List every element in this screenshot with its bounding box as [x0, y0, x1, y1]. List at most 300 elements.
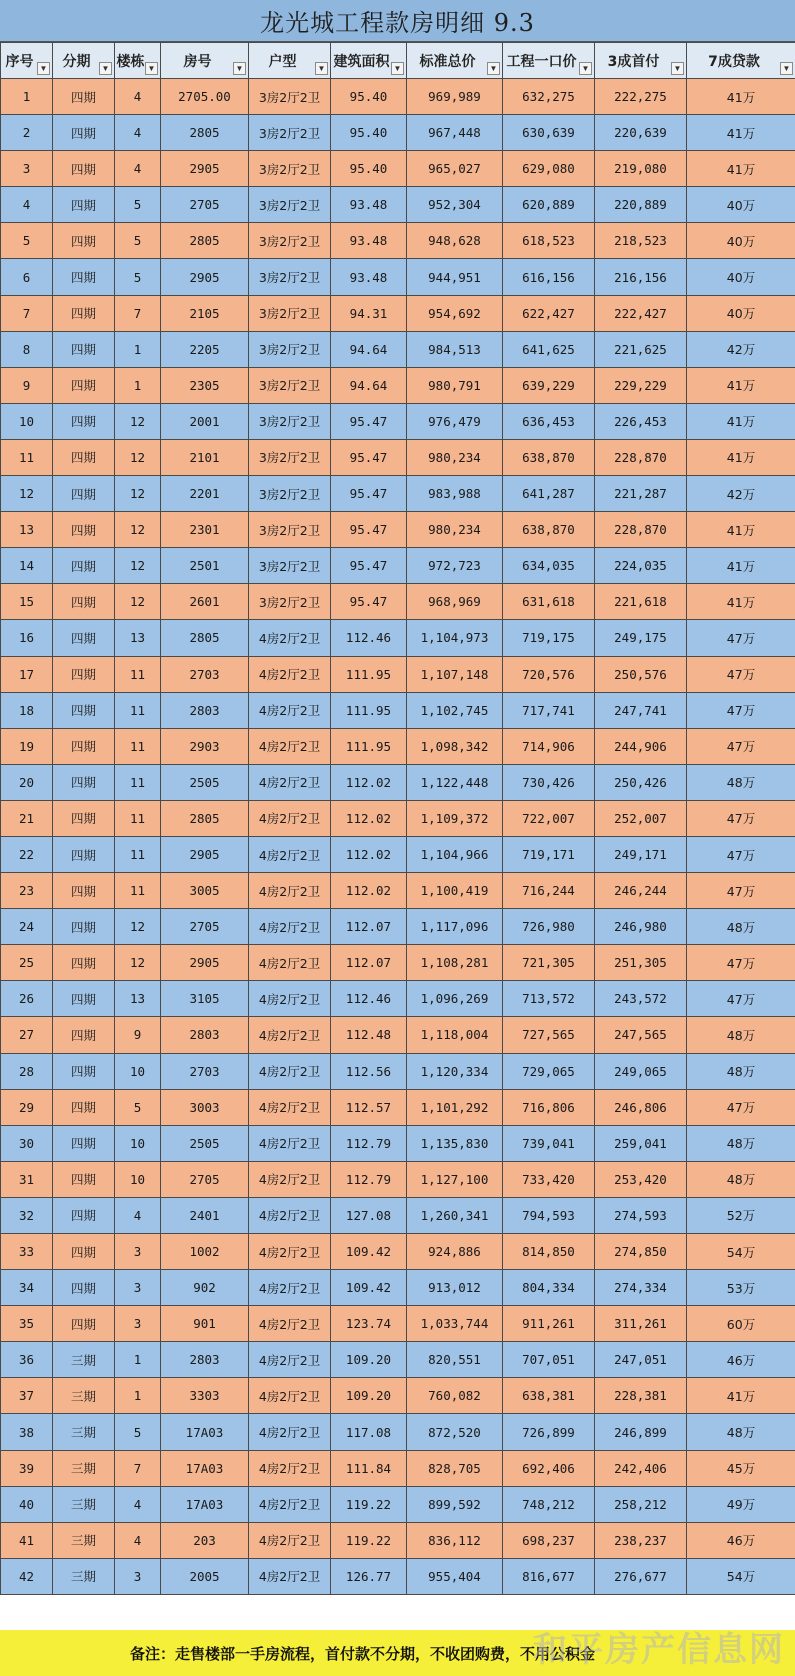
- cell-loan[interactable]: 47万: [687, 945, 795, 981]
- cell-project-price[interactable]: 716,244: [503, 873, 595, 909]
- cell-phase[interactable]: 四期: [53, 1125, 115, 1161]
- cell-area[interactable]: 95.47: [331, 512, 407, 548]
- cell-project-price[interactable]: 707,051: [503, 1342, 595, 1378]
- cell-room[interactable]: 2803: [161, 692, 249, 728]
- cell-project-price[interactable]: 632,275: [503, 79, 595, 115]
- cell-project-price[interactable]: 814,850: [503, 1234, 595, 1270]
- cell-down-payment[interactable]: 228,870: [595, 439, 687, 475]
- cell-loan[interactable]: 41万: [687, 367, 795, 403]
- cell-down-payment[interactable]: 242,406: [595, 1450, 687, 1486]
- cell-down-payment[interactable]: 251,305: [595, 945, 687, 981]
- cell-project-price[interactable]: 620,889: [503, 187, 595, 223]
- cell-room[interactable]: 3003: [161, 1089, 249, 1125]
- cell-phase[interactable]: 三期: [53, 1414, 115, 1450]
- cell-loan[interactable]: 47万: [687, 800, 795, 836]
- cell-phase[interactable]: 四期: [53, 1161, 115, 1197]
- cell-room[interactable]: 3303: [161, 1378, 249, 1414]
- cell-down-payment[interactable]: 244,906: [595, 728, 687, 764]
- cell-area[interactable]: 93.48: [331, 187, 407, 223]
- filter-dropdown-icon[interactable]: ▼: [145, 62, 158, 75]
- cell-building[interactable]: 4: [115, 1197, 161, 1233]
- cell-area[interactable]: 112.79: [331, 1161, 407, 1197]
- cell-room[interactable]: 2005: [161, 1558, 249, 1594]
- cell-layout[interactable]: 3房2厅2卫: [249, 476, 331, 512]
- cell-std-price[interactable]: 1,120,334: [407, 1053, 503, 1089]
- cell-down-payment[interactable]: 259,041: [595, 1125, 687, 1161]
- cell-building[interactable]: 3: [115, 1234, 161, 1270]
- cell-layout[interactable]: 4房2厅2卫: [249, 1197, 331, 1233]
- cell-project-price[interactable]: 636,453: [503, 403, 595, 439]
- cell-room[interactable]: 2305: [161, 367, 249, 403]
- cell-loan[interactable]: 47万: [687, 728, 795, 764]
- cell-down-payment[interactable]: 247,565: [595, 1017, 687, 1053]
- cell-phase[interactable]: 四期: [53, 945, 115, 981]
- cell-layout[interactable]: 3房2厅2卫: [249, 295, 331, 331]
- cell-layout[interactable]: 3房2厅2卫: [249, 187, 331, 223]
- cell-std-price[interactable]: 899,592: [407, 1486, 503, 1522]
- cell-room[interactable]: 17A03: [161, 1450, 249, 1486]
- cell-phase[interactable]: 四期: [53, 1089, 115, 1125]
- cell-room[interactable]: 2803: [161, 1342, 249, 1378]
- cell-room[interactable]: 17A03: [161, 1414, 249, 1450]
- cell-down-payment[interactable]: 218,523: [595, 223, 687, 259]
- cell-area[interactable]: 95.47: [331, 439, 407, 475]
- cell-building[interactable]: 3: [115, 1270, 161, 1306]
- cell-room[interactable]: 2805: [161, 223, 249, 259]
- cell-area[interactable]: 111.95: [331, 656, 407, 692]
- cell-loan[interactable]: 41万: [687, 548, 795, 584]
- cell-phase[interactable]: 四期: [53, 764, 115, 800]
- cell-phase[interactable]: 四期: [53, 548, 115, 584]
- cell-down-payment[interactable]: 216,156: [595, 259, 687, 295]
- cell-loan[interactable]: 41万: [687, 439, 795, 475]
- cell-project-price[interactable]: 804,334: [503, 1270, 595, 1306]
- cell-seq[interactable]: 39: [1, 1450, 53, 1486]
- cell-phase[interactable]: 四期: [53, 981, 115, 1017]
- cell-loan[interactable]: 40万: [687, 259, 795, 295]
- cell-down-payment[interactable]: 247,741: [595, 692, 687, 728]
- cell-down-payment[interactable]: 220,889: [595, 187, 687, 223]
- cell-seq[interactable]: 19: [1, 728, 53, 764]
- cell-layout[interactable]: 4房2厅2卫: [249, 1053, 331, 1089]
- cell-project-price[interactable]: 722,007: [503, 800, 595, 836]
- cell-building[interactable]: 4: [115, 1486, 161, 1522]
- cell-loan[interactable]: 47万: [687, 656, 795, 692]
- cell-std-price[interactable]: 1,135,830: [407, 1125, 503, 1161]
- cell-std-price[interactable]: 1,107,148: [407, 656, 503, 692]
- cell-building[interactable]: 12: [115, 945, 161, 981]
- cell-room[interactable]: 901: [161, 1306, 249, 1342]
- cell-layout[interactable]: 4房2厅2卫: [249, 1306, 331, 1342]
- cell-layout[interactable]: 4房2厅2卫: [249, 945, 331, 981]
- cell-building[interactable]: 5: [115, 259, 161, 295]
- cell-area[interactable]: 112.48: [331, 1017, 407, 1053]
- cell-down-payment[interactable]: 219,080: [595, 151, 687, 187]
- cell-area[interactable]: 94.64: [331, 367, 407, 403]
- cell-room[interactable]: 2905: [161, 259, 249, 295]
- cell-phase[interactable]: 四期: [53, 584, 115, 620]
- cell-layout[interactable]: 3房2厅2卫: [249, 151, 331, 187]
- cell-phase[interactable]: 三期: [53, 1450, 115, 1486]
- cell-project-price[interactable]: 698,237: [503, 1522, 595, 1558]
- cell-seq[interactable]: 2: [1, 115, 53, 151]
- cell-std-price[interactable]: 1,102,745: [407, 692, 503, 728]
- cell-std-price[interactable]: 1,118,004: [407, 1017, 503, 1053]
- cell-area[interactable]: 123.74: [331, 1306, 407, 1342]
- cell-std-price[interactable]: 980,791: [407, 367, 503, 403]
- cell-loan[interactable]: 41万: [687, 151, 795, 187]
- cell-std-price[interactable]: 1,108,281: [407, 945, 503, 981]
- cell-room[interactable]: 2903: [161, 728, 249, 764]
- cell-down-payment[interactable]: 249,175: [595, 620, 687, 656]
- cell-std-price[interactable]: 984,513: [407, 331, 503, 367]
- cell-std-price[interactable]: 980,234: [407, 512, 503, 548]
- cell-project-price[interactable]: 630,639: [503, 115, 595, 151]
- cell-project-price[interactable]: 739,041: [503, 1125, 595, 1161]
- cell-building[interactable]: 1: [115, 1342, 161, 1378]
- cell-std-price[interactable]: 1,096,269: [407, 981, 503, 1017]
- cell-area[interactable]: 111.95: [331, 728, 407, 764]
- cell-seq[interactable]: 3: [1, 151, 53, 187]
- cell-down-payment[interactable]: 220,639: [595, 115, 687, 151]
- cell-layout[interactable]: 4房2厅2卫: [249, 1089, 331, 1125]
- cell-layout[interactable]: 4房2厅2卫: [249, 1161, 331, 1197]
- cell-area[interactable]: 127.08: [331, 1197, 407, 1233]
- cell-project-price[interactable]: 634,035: [503, 548, 595, 584]
- cell-phase[interactable]: 四期: [53, 1017, 115, 1053]
- cell-std-price[interactable]: 1,260,341: [407, 1197, 503, 1233]
- cell-down-payment[interactable]: 311,261: [595, 1306, 687, 1342]
- cell-project-price[interactable]: 641,287: [503, 476, 595, 512]
- cell-loan[interactable]: 47万: [687, 873, 795, 909]
- cell-layout[interactable]: 3房2厅2卫: [249, 403, 331, 439]
- cell-area[interactable]: 109.20: [331, 1378, 407, 1414]
- cell-down-payment[interactable]: 222,275: [595, 79, 687, 115]
- cell-phase[interactable]: 四期: [53, 1306, 115, 1342]
- cell-area[interactable]: 126.77: [331, 1558, 407, 1594]
- cell-room[interactable]: 2905: [161, 151, 249, 187]
- cell-seq[interactable]: 13: [1, 512, 53, 548]
- cell-building[interactable]: 3: [115, 1558, 161, 1594]
- cell-project-price[interactable]: 692,406: [503, 1450, 595, 1486]
- cell-std-price[interactable]: 983,988: [407, 476, 503, 512]
- cell-building[interactable]: 11: [115, 800, 161, 836]
- filter-dropdown-icon[interactable]: ▼: [671, 62, 684, 75]
- cell-layout[interactable]: 4房2厅2卫: [249, 656, 331, 692]
- cell-seq[interactable]: 1: [1, 79, 53, 115]
- cell-down-payment[interactable]: 249,171: [595, 836, 687, 872]
- cell-building[interactable]: 10: [115, 1053, 161, 1089]
- cell-loan[interactable]: 41万: [687, 512, 795, 548]
- cell-phase[interactable]: 四期: [53, 79, 115, 115]
- cell-std-price[interactable]: 820,551: [407, 1342, 503, 1378]
- cell-building[interactable]: 12: [115, 548, 161, 584]
- cell-project-price[interactable]: 639,229: [503, 367, 595, 403]
- cell-room[interactable]: 902: [161, 1270, 249, 1306]
- cell-room[interactable]: 3005: [161, 873, 249, 909]
- cell-seq[interactable]: 29: [1, 1089, 53, 1125]
- cell-phase[interactable]: 四期: [53, 187, 115, 223]
- cell-area[interactable]: 95.47: [331, 403, 407, 439]
- cell-area[interactable]: 93.48: [331, 259, 407, 295]
- cell-room[interactable]: 1002: [161, 1234, 249, 1270]
- cell-building[interactable]: 12: [115, 439, 161, 475]
- cell-phase[interactable]: 四期: [53, 873, 115, 909]
- cell-building[interactable]: 3: [115, 1306, 161, 1342]
- cell-area[interactable]: 95.40: [331, 151, 407, 187]
- cell-loan[interactable]: 40万: [687, 187, 795, 223]
- cell-seq[interactable]: 18: [1, 692, 53, 728]
- cell-down-payment[interactable]: 246,899: [595, 1414, 687, 1450]
- cell-room[interactable]: 2905: [161, 836, 249, 872]
- cell-std-price[interactable]: 828,705: [407, 1450, 503, 1486]
- cell-layout[interactable]: 4房2厅2卫: [249, 1414, 331, 1450]
- cell-area[interactable]: 112.02: [331, 764, 407, 800]
- cell-project-price[interactable]: 733,420: [503, 1161, 595, 1197]
- cell-building[interactable]: 11: [115, 656, 161, 692]
- cell-room[interactable]: 2401: [161, 1197, 249, 1233]
- cell-phase[interactable]: 四期: [53, 909, 115, 945]
- cell-loan[interactable]: 47万: [687, 981, 795, 1017]
- cell-layout[interactable]: 4房2厅2卫: [249, 873, 331, 909]
- cell-loan[interactable]: 41万: [687, 1378, 795, 1414]
- cell-layout[interactable]: 4房2厅2卫: [249, 836, 331, 872]
- cell-area[interactable]: 112.07: [331, 909, 407, 945]
- cell-area[interactable]: 95.47: [331, 584, 407, 620]
- cell-room[interactable]: 2505: [161, 1125, 249, 1161]
- cell-down-payment[interactable]: 228,381: [595, 1378, 687, 1414]
- cell-area[interactable]: 111.84: [331, 1450, 407, 1486]
- cell-loan[interactable]: 41万: [687, 115, 795, 151]
- cell-std-price[interactable]: 836,112: [407, 1522, 503, 1558]
- cell-area[interactable]: 95.40: [331, 115, 407, 151]
- cell-building[interactable]: 12: [115, 909, 161, 945]
- cell-seq[interactable]: 9: [1, 367, 53, 403]
- cell-loan[interactable]: 48万: [687, 764, 795, 800]
- cell-building[interactable]: 4: [115, 151, 161, 187]
- cell-down-payment[interactable]: 221,618: [595, 584, 687, 620]
- cell-loan[interactable]: 52万: [687, 1197, 795, 1233]
- cell-std-price[interactable]: 952,304: [407, 187, 503, 223]
- filter-dropdown-icon[interactable]: ▼: [579, 62, 592, 75]
- cell-seq[interactable]: 30: [1, 1125, 53, 1161]
- cell-area[interactable]: 112.02: [331, 873, 407, 909]
- cell-project-price[interactable]: 726,980: [503, 909, 595, 945]
- cell-down-payment[interactable]: 246,806: [595, 1089, 687, 1125]
- cell-area[interactable]: 95.40: [331, 79, 407, 115]
- cell-layout[interactable]: 3房2厅2卫: [249, 115, 331, 151]
- cell-down-payment[interactable]: 222,427: [595, 295, 687, 331]
- cell-std-price[interactable]: 1,033,744: [407, 1306, 503, 1342]
- cell-project-price[interactable]: 721,305: [503, 945, 595, 981]
- cell-layout[interactable]: 4房2厅2卫: [249, 1017, 331, 1053]
- cell-area[interactable]: 93.48: [331, 223, 407, 259]
- cell-phase[interactable]: 四期: [53, 403, 115, 439]
- cell-building[interactable]: 12: [115, 512, 161, 548]
- cell-area[interactable]: 94.64: [331, 331, 407, 367]
- cell-layout[interactable]: 4房2厅2卫: [249, 909, 331, 945]
- cell-seq[interactable]: 7: [1, 295, 53, 331]
- cell-seq[interactable]: 10: [1, 403, 53, 439]
- cell-project-price[interactable]: 727,565: [503, 1017, 595, 1053]
- cell-building[interactable]: 13: [115, 981, 161, 1017]
- cell-layout[interactable]: 4房2厅2卫: [249, 728, 331, 764]
- cell-phase[interactable]: 三期: [53, 1522, 115, 1558]
- cell-loan[interactable]: 48万: [687, 1017, 795, 1053]
- cell-down-payment[interactable]: 274,334: [595, 1270, 687, 1306]
- cell-room[interactable]: 2301: [161, 512, 249, 548]
- cell-std-price[interactable]: 1,104,973: [407, 620, 503, 656]
- cell-std-price[interactable]: 980,234: [407, 439, 503, 475]
- cell-phase[interactable]: 四期: [53, 836, 115, 872]
- cell-area[interactable]: 112.57: [331, 1089, 407, 1125]
- cell-loan[interactable]: 40万: [687, 295, 795, 331]
- cell-loan[interactable]: 49万: [687, 1486, 795, 1522]
- filter-dropdown-icon[interactable]: ▼: [315, 62, 328, 75]
- cell-down-payment[interactable]: 258,212: [595, 1486, 687, 1522]
- cell-seq[interactable]: 40: [1, 1486, 53, 1522]
- cell-loan[interactable]: 48万: [687, 1161, 795, 1197]
- cell-loan[interactable]: 47万: [687, 1089, 795, 1125]
- cell-phase[interactable]: 四期: [53, 1197, 115, 1233]
- cell-std-price[interactable]: 965,027: [407, 151, 503, 187]
- cell-phase[interactable]: 四期: [53, 728, 115, 764]
- cell-building[interactable]: 12: [115, 584, 161, 620]
- cell-std-price[interactable]: 968,969: [407, 584, 503, 620]
- cell-building[interactable]: 10: [115, 1161, 161, 1197]
- cell-std-price[interactable]: 760,082: [407, 1378, 503, 1414]
- cell-down-payment[interactable]: 249,065: [595, 1053, 687, 1089]
- cell-seq[interactable]: 20: [1, 764, 53, 800]
- cell-layout[interactable]: 4房2厅2卫: [249, 1342, 331, 1378]
- cell-project-price[interactable]: 641,625: [503, 331, 595, 367]
- cell-building[interactable]: 10: [115, 1125, 161, 1161]
- cell-project-price[interactable]: 794,593: [503, 1197, 595, 1233]
- cell-seq[interactable]: 26: [1, 981, 53, 1017]
- cell-area[interactable]: 112.07: [331, 945, 407, 981]
- cell-phase[interactable]: 三期: [53, 1486, 115, 1522]
- filter-dropdown-icon[interactable]: ▼: [487, 62, 500, 75]
- cell-layout[interactable]: 4房2厅2卫: [249, 1234, 331, 1270]
- cell-building[interactable]: 7: [115, 295, 161, 331]
- cell-layout[interactable]: 4房2厅2卫: [249, 764, 331, 800]
- cell-seq[interactable]: 12: [1, 476, 53, 512]
- cell-layout[interactable]: 4房2厅2卫: [249, 1450, 331, 1486]
- cell-building[interactable]: 11: [115, 692, 161, 728]
- cell-seq[interactable]: 25: [1, 945, 53, 981]
- cell-area[interactable]: 95.47: [331, 476, 407, 512]
- cell-down-payment[interactable]: 253,420: [595, 1161, 687, 1197]
- cell-loan[interactable]: 42万: [687, 331, 795, 367]
- cell-layout[interactable]: 3房2厅2卫: [249, 223, 331, 259]
- cell-down-payment[interactable]: 243,572: [595, 981, 687, 1017]
- cell-down-payment[interactable]: 221,625: [595, 331, 687, 367]
- cell-building[interactable]: 12: [115, 403, 161, 439]
- cell-area[interactable]: 111.95: [331, 692, 407, 728]
- cell-down-payment[interactable]: 226,453: [595, 403, 687, 439]
- cell-std-price[interactable]: 1,122,448: [407, 764, 503, 800]
- cell-layout[interactable]: 3房2厅2卫: [249, 512, 331, 548]
- cell-seq[interactable]: 24: [1, 909, 53, 945]
- cell-room[interactable]: 2803: [161, 1017, 249, 1053]
- cell-room[interactable]: 2205: [161, 331, 249, 367]
- cell-seq[interactable]: 28: [1, 1053, 53, 1089]
- cell-phase[interactable]: 四期: [53, 439, 115, 475]
- cell-loan[interactable]: 47万: [687, 692, 795, 728]
- cell-area[interactable]: 94.31: [331, 295, 407, 331]
- cell-loan[interactable]: 48万: [687, 1053, 795, 1089]
- cell-loan[interactable]: 41万: [687, 584, 795, 620]
- cell-seq[interactable]: 6: [1, 259, 53, 295]
- cell-down-payment[interactable]: 246,244: [595, 873, 687, 909]
- cell-seq[interactable]: 14: [1, 548, 53, 584]
- cell-project-price[interactable]: 720,576: [503, 656, 595, 692]
- cell-building[interactable]: 4: [115, 115, 161, 151]
- cell-phase[interactable]: 四期: [53, 295, 115, 331]
- cell-down-payment[interactable]: 250,576: [595, 656, 687, 692]
- cell-building[interactable]: 1: [115, 1378, 161, 1414]
- cell-area[interactable]: 119.22: [331, 1486, 407, 1522]
- cell-building[interactable]: 13: [115, 620, 161, 656]
- cell-phase[interactable]: 四期: [53, 692, 115, 728]
- cell-down-payment[interactable]: 252,007: [595, 800, 687, 836]
- cell-area[interactable]: 109.42: [331, 1270, 407, 1306]
- cell-down-payment[interactable]: 276,677: [595, 1558, 687, 1594]
- cell-std-price[interactable]: 924,886: [407, 1234, 503, 1270]
- cell-layout[interactable]: 3房2厅2卫: [249, 548, 331, 584]
- cell-loan[interactable]: 40万: [687, 223, 795, 259]
- cell-layout[interactable]: 3房2厅2卫: [249, 331, 331, 367]
- cell-layout[interactable]: 4房2厅2卫: [249, 1270, 331, 1306]
- cell-std-price[interactable]: 1,109,372: [407, 800, 503, 836]
- cell-down-payment[interactable]: 238,237: [595, 1522, 687, 1558]
- cell-building[interactable]: 11: [115, 764, 161, 800]
- cell-building[interactable]: 5: [115, 223, 161, 259]
- cell-area[interactable]: 109.42: [331, 1234, 407, 1270]
- cell-area[interactable]: 112.56: [331, 1053, 407, 1089]
- cell-loan[interactable]: 46万: [687, 1522, 795, 1558]
- cell-area[interactable]: 112.02: [331, 836, 407, 872]
- cell-loan[interactable]: 47万: [687, 836, 795, 872]
- cell-std-price[interactable]: 1,101,292: [407, 1089, 503, 1125]
- cell-phase[interactable]: 四期: [53, 800, 115, 836]
- cell-down-payment[interactable]: 274,850: [595, 1234, 687, 1270]
- cell-building[interactable]: 5: [115, 1414, 161, 1450]
- cell-seq[interactable]: 37: [1, 1378, 53, 1414]
- cell-loan[interactable]: 41万: [687, 403, 795, 439]
- cell-project-price[interactable]: 629,080: [503, 151, 595, 187]
- cell-building[interactable]: 4: [115, 1522, 161, 1558]
- cell-seq[interactable]: 15: [1, 584, 53, 620]
- cell-down-payment[interactable]: 228,870: [595, 512, 687, 548]
- cell-phase[interactable]: 四期: [53, 620, 115, 656]
- cell-phase[interactable]: 四期: [53, 223, 115, 259]
- cell-loan[interactable]: 48万: [687, 1125, 795, 1161]
- cell-seq[interactable]: 17: [1, 656, 53, 692]
- cell-project-price[interactable]: 729,065: [503, 1053, 595, 1089]
- cell-seq[interactable]: 21: [1, 800, 53, 836]
- cell-std-price[interactable]: 872,520: [407, 1414, 503, 1450]
- cell-layout[interactable]: 3房2厅2卫: [249, 367, 331, 403]
- cell-phase[interactable]: 四期: [53, 1234, 115, 1270]
- cell-building[interactable]: 12: [115, 476, 161, 512]
- cell-layout[interactable]: 4房2厅2卫: [249, 981, 331, 1017]
- cell-phase[interactable]: 四期: [53, 512, 115, 548]
- cell-seq[interactable]: 8: [1, 331, 53, 367]
- cell-std-price[interactable]: 948,628: [407, 223, 503, 259]
- cell-layout[interactable]: 4房2厅2卫: [249, 1125, 331, 1161]
- cell-room[interactable]: 2705: [161, 187, 249, 223]
